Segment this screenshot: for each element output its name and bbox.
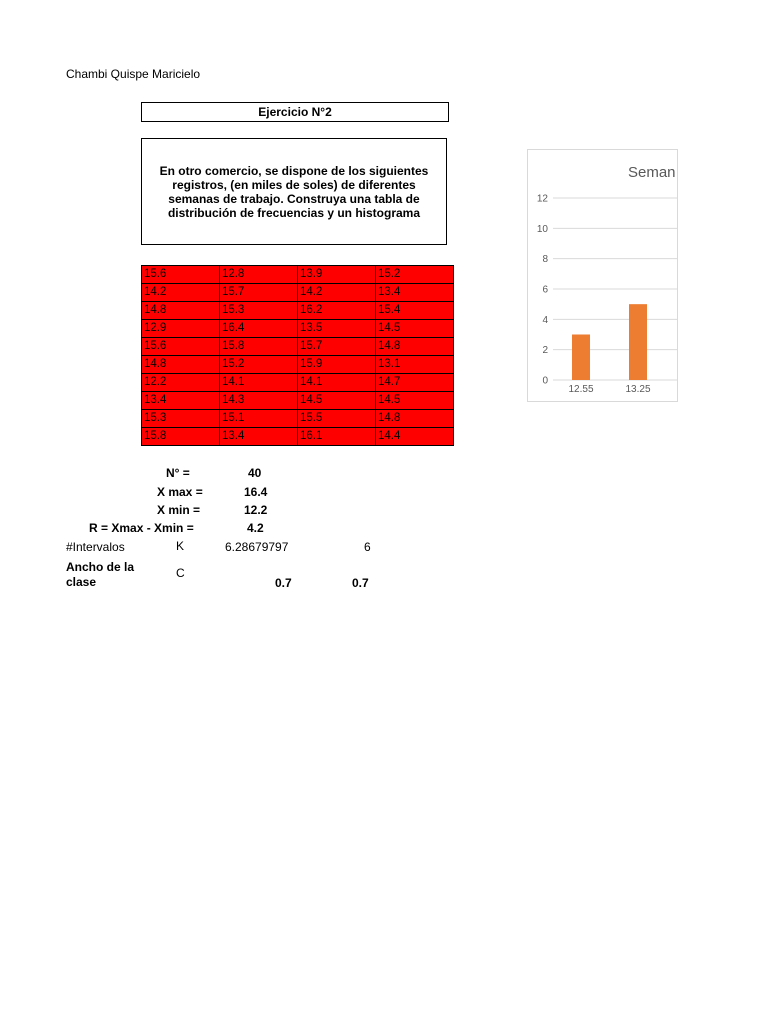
table-cell: 15.8 [220, 338, 298, 356]
table-row [142, 428, 454, 446]
table-row [142, 392, 454, 410]
author-name: Chambi Quispe Maricielo [66, 67, 201, 81]
c-label: C [176, 566, 185, 580]
table-cell: 14.8 [142, 302, 220, 320]
table-cell: 13.4 [376, 284, 454, 302]
table-row [142, 302, 454, 320]
table-cell: 15.7 [298, 338, 376, 356]
table-cell: 13.4 [142, 392, 220, 410]
y-tick-label: 10 [536, 223, 548, 235]
exercise-description [141, 138, 447, 245]
x-tick-label: 13.25 [625, 384, 651, 395]
y-tick-label: 6 [542, 284, 548, 296]
xmax-value: 16.4 [244, 485, 268, 499]
table-cell: 12.2 [142, 374, 220, 392]
table-cell: 15.7 [220, 284, 298, 302]
histogram-bar [629, 304, 647, 380]
table-row [142, 266, 454, 284]
table-cell: 14.8 [376, 410, 454, 428]
table-cell: 15.3 [220, 302, 298, 320]
n-label: N° = [166, 466, 190, 480]
table-cell: 14.1 [298, 374, 376, 392]
table-cell: 14.5 [298, 392, 376, 410]
table-cell: 14.4 [376, 428, 454, 446]
range-value: 4.2 [247, 521, 264, 535]
n-value: 40 [248, 466, 262, 480]
xmin-label: X min = [157, 503, 201, 517]
table-cell: 15.3 [142, 410, 220, 428]
k-label: K [176, 539, 185, 553]
histogram-bar [572, 335, 590, 381]
y-tick-label: 4 [542, 314, 548, 326]
histogram-svg [528, 150, 678, 402]
table-cell: 15.4 [376, 302, 454, 320]
chart-title: Seman [628, 164, 676, 181]
table-cell: 16.4 [220, 320, 298, 338]
table-cell: 15.9 [298, 356, 376, 374]
table-cell: 14.1 [220, 374, 298, 392]
table-cell: 13.9 [298, 266, 376, 284]
class-width-label-line1: Ancho de la [66, 560, 135, 574]
table-cell: 13.4 [220, 428, 298, 446]
description-text: En otro comercio, se dispone de los siguientes registros, (en miles de soles) de diferentes semanas de trabajo. Construya una tabla de distribución de frecuencias y un histograma [159, 163, 429, 220]
k-rounded: 6 [364, 540, 371, 554]
table-cell: 16.2 [298, 302, 376, 320]
table-cell: 14.2 [298, 284, 376, 302]
table-row [142, 284, 454, 302]
histogram-chart [527, 149, 678, 402]
y-tick-label: 12 [536, 193, 548, 205]
data-table [141, 265, 454, 446]
table-cell: 12.8 [220, 266, 298, 284]
table-cell: 15.8 [142, 428, 220, 446]
k-value: 6.28679797 [225, 540, 289, 554]
table-cell: 15.2 [220, 356, 298, 374]
table-cell: 14.8 [142, 356, 220, 374]
table-cell: 15.6 [142, 338, 220, 356]
table-cell: 12.9 [142, 320, 220, 338]
range-label: R = Xmax - Xmin = [89, 521, 194, 535]
table-row [142, 374, 454, 392]
table-row [142, 410, 454, 428]
y-tick-label: 8 [542, 254, 548, 266]
table-cell: 14.2 [142, 284, 220, 302]
y-tick-label: 0 [542, 375, 548, 387]
table-cell: 13.5 [298, 320, 376, 338]
table-cell: 14.5 [376, 392, 454, 410]
table-cell: 13.1 [376, 356, 454, 374]
table-cell: 15.5 [298, 410, 376, 428]
exercise-title: Ejercicio N°2 [141, 102, 449, 122]
y-tick-label: 2 [542, 345, 548, 357]
table-cell: 14.5 [376, 320, 454, 338]
table-row [142, 320, 454, 338]
c-value: 0.7 [275, 576, 292, 590]
table-cell: 15.6 [142, 266, 220, 284]
table-cell: 16.1 [298, 428, 376, 446]
table-cell: 14.3 [220, 392, 298, 410]
table-row [142, 338, 454, 356]
intervals-label: #Intervalos [66, 540, 125, 554]
table-cell: 15.1 [220, 410, 298, 428]
table-cell: 15.2 [376, 266, 454, 284]
table-row [142, 356, 454, 374]
xmax-label: X max = [157, 485, 203, 499]
c-rounded: 0.7 [352, 576, 369, 590]
class-width-label-line2: clase [66, 575, 97, 589]
table-cell: 14.7 [376, 374, 454, 392]
table-cell: 14.8 [376, 338, 454, 356]
xmin-value: 12.2 [244, 503, 268, 517]
x-tick-label: 12.55 [568, 384, 594, 395]
